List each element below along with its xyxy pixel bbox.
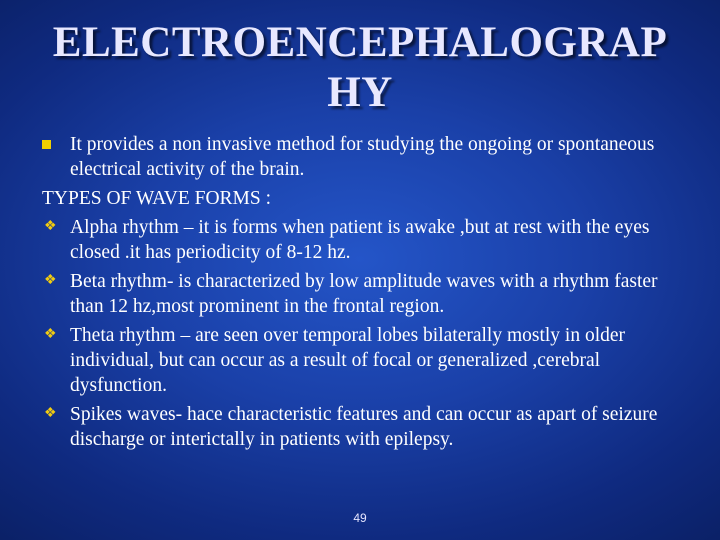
wave-type-text: Beta rhythm- is characterized by low amplitude waves with a rhythm faster than 12 hz,most prominent in the frontal region. — [70, 271, 658, 317]
four-diamond-bullet-icon: ❖ — [44, 406, 57, 421]
square-bullet-icon — [42, 140, 51, 149]
intro-bullet-text: It provides a non invasive method for studying the ongoing or spontaneous electrical activity of the brain. — [70, 134, 655, 180]
wave-type-text: Spikes waves- hace characteristic features and can occur as apart of seizure discharge or interictally in patients with epilepsy. — [70, 404, 658, 450]
title-line-2: HY — [327, 69, 393, 116]
title-line-1: ELECTROENCEPHALOGRAP — [52, 19, 668, 66]
slide-body — [42, 132, 682, 456]
wave-type-item-spikes — [42, 402, 682, 452]
four-diamond-bullet-icon: ❖ — [44, 327, 57, 342]
four-diamond-bullet-icon: ❖ — [44, 273, 57, 288]
wave-type-item-theta — [42, 323, 682, 398]
four-diamond-bullet-icon: ❖ — [44, 219, 57, 234]
section-heading-text: TYPES OF WAVE FORMS : — [42, 188, 272, 209]
slide-title — [20, 18, 700, 118]
page-number: 49 — [353, 511, 367, 525]
section-heading — [42, 186, 682, 211]
wave-type-text: Alpha rhythm – it is forms when patient is awake ,but at rest with the eyes closed .it has periodicity of 8-12 hz. — [70, 217, 650, 263]
wave-type-item-beta — [42, 269, 682, 319]
intro-bullet-item — [42, 132, 682, 182]
wave-type-text: Theta rhythm – are seen over temporal lobes bilaterally mostly in older individual, but can occur as a result of focal or generalized ,cerebral dysfunction. — [70, 325, 626, 396]
wave-type-item-alpha — [42, 215, 682, 265]
